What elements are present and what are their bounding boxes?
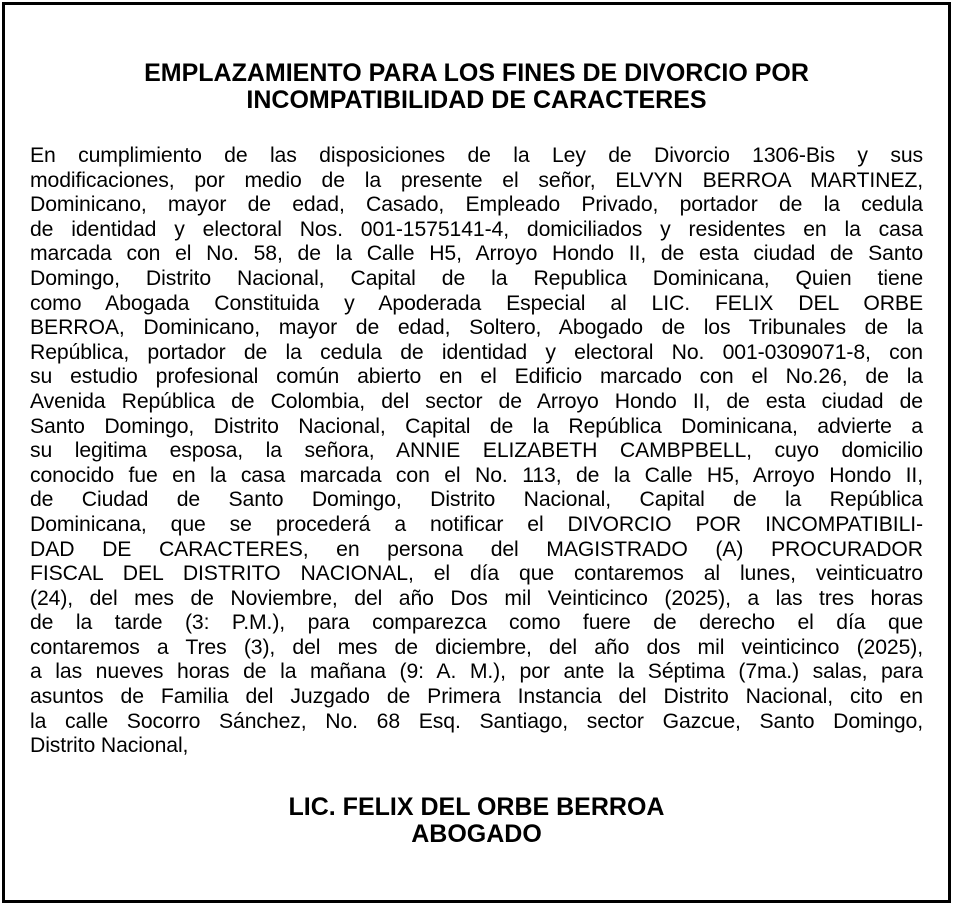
signature-role: ABOGADO	[411, 820, 542, 848]
signature-block	[5, 794, 948, 848]
body-line: Avenida República de Colombia, del sector de Arroyo Hondo II, de esta ciudad de	[30, 389, 923, 413]
body-line: como Abogada Constituida y Apoderada Especial al LIC. FELIX DEL ORBE	[30, 291, 923, 315]
body-line: Distrito Nacional,	[30, 734, 189, 758]
body-line: la calle Socorro Sánchez, No. 68 Esq. Santiago, sector Gazcue, Santo Domingo,	[30, 709, 923, 733]
notice-body	[30, 144, 923, 759]
body-line: marcada con el No. 58, de la Calle H5, Arroyo Hondo II, de esta ciudad de Santo	[30, 242, 923, 266]
body-line: BERROA, Dominicano, mayor de edad, Soltero, Abogado de los Tribunales de la	[30, 316, 923, 340]
body-line: asuntos de Familia del Juzgado de Primera Instancia del Distrito Nacional, cito en	[30, 685, 923, 709]
body-line: de la tarde (3: P.M.), para comparezca como fuere de derecho el día que	[30, 611, 923, 635]
notice-title-line-1: EMPLAZAMIENTO PARA LOS FINES DE DIVORCIO POR	[144, 59, 809, 87]
body-line: FISCAL DEL DISTRITO NACIONAL, el día que contaremos al lunes, veinticuatro	[30, 562, 923, 586]
body-line: (24), del mes de Noviembre, del año Dos mil Veinticinco (2025), a las tres horas	[30, 586, 923, 610]
body-line: su estudio profesional común abierto en el Edificio marcado con el No.26, de la	[30, 365, 923, 389]
body-line: República, portador de la cedula de identidad y electoral No. 001-0309071-8, con	[30, 340, 923, 364]
body-line: conocido fue en la casa marcada con el No. 113, de la Calle H5, Arroyo Hondo II,	[30, 463, 923, 487]
body-line: a las nueves horas de la mañana (9: A. M.), por ante la Séptima (7ma.) salas, para	[30, 660, 923, 684]
notice-title-line-2: INCOMPATIBILIDAD DE CARACTERES	[246, 86, 707, 114]
body-line: Dominicana, que se procederá a notificar el DIVORCIO POR INCOMPATIBILI-	[30, 512, 923, 536]
body-line: DAD DE CARACTERES, en persona del MAGISTRADO (A) PROCURADOR	[30, 537, 923, 561]
body-line: de identidad y electoral Nos. 001-1575141-4, domiciliados y residentes en la casa	[30, 217, 923, 241]
body-line: su legitima esposa, la señora, ANNIE ELIZABETH CAMBPBELL, cuyo domicilio	[30, 439, 923, 463]
body-line: de Ciudad de Santo Domingo, Distrito Nacional, Capital de la República	[30, 488, 923, 512]
body-line: contaremos a Tres (3), del mes de diciembre, del año dos mil veinticinco (2025),	[30, 635, 923, 659]
body-line: modificaciones, por medio de la presente el señor, ELVYN BERROA MARTINEZ,	[30, 168, 923, 192]
signature-name: LIC. FELIX DEL ORBE BERROA	[288, 793, 665, 821]
body-line: Domingo, Distrito Nacional, Capital de la Republica Dominicana, Quien tiene	[30, 266, 923, 290]
notice-title	[5, 60, 948, 114]
body-line: Santo Domingo, Distrito Nacional, Capital de la República Dominicana, advierte a	[30, 414, 923, 438]
body-line: En cumplimiento de las disposiciones de la Ley de Divorcio 1306-Bis y sus	[30, 144, 923, 167]
legal-notice	[2, 2, 951, 903]
body-line: Dominicano, mayor de edad, Casado, Empleado Privado, portador de la cedula	[30, 193, 923, 217]
